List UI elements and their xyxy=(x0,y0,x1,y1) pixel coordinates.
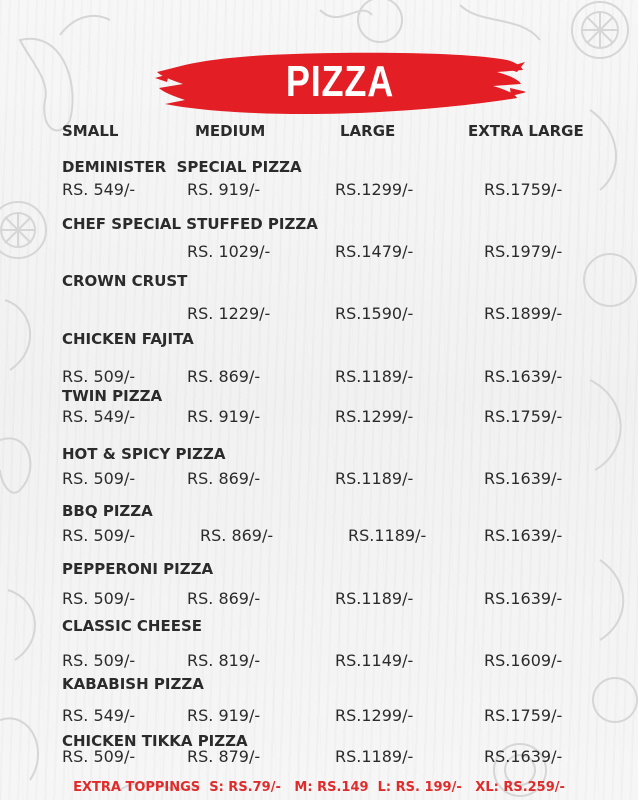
item-kababish-pizza: KABABISH PIZZA xyxy=(62,675,204,693)
item-bbq-pizza: BBQ PIZZA xyxy=(62,502,153,520)
price-medium: RS. 1029/- xyxy=(187,242,271,261)
price-large: RS.1299/- xyxy=(335,706,414,725)
page-title: PIZZA xyxy=(285,57,395,106)
price-small: RS. 549/- xyxy=(62,180,136,199)
price-medium: RS. 869/- xyxy=(187,367,261,386)
size-header-medium: MEDIUM xyxy=(195,122,266,140)
size-header-large: LARGE xyxy=(340,122,396,140)
item-classic-cheese: CLASSIC CHEESE xyxy=(62,617,203,635)
price-extra-large: RS.1639/- xyxy=(484,526,563,545)
price-large: RS.1149/- xyxy=(335,651,414,670)
price-medium: RS. 919/- xyxy=(187,180,261,199)
item-twin-pizza: TWIN PIZZA xyxy=(62,387,163,405)
price-medium: RS. 869/- xyxy=(200,526,274,545)
size-header-extra-large: EXTRA LARGE xyxy=(468,122,584,140)
price-small: RS. 509/- xyxy=(62,526,136,545)
price-extra-large: RS.1639/- xyxy=(484,469,563,488)
price-small: RS. 549/- xyxy=(62,706,136,725)
price-large: RS.1189/- xyxy=(335,589,414,608)
price-small: RS. 509/- xyxy=(62,469,136,488)
price-extra-large: RS.1979/- xyxy=(484,242,563,261)
price-large: RS.1189/- xyxy=(335,747,414,766)
price-large: RS.1479/- xyxy=(335,242,414,261)
price-extra-large: RS.1759/- xyxy=(484,706,563,725)
price-large: RS.1299/- xyxy=(335,407,414,426)
price-medium: RS. 879/- xyxy=(187,747,261,766)
item-deminister-special-pizza: DEMINISTER SPECIAL PIZZA xyxy=(62,158,302,176)
size-header-small: SMALL xyxy=(62,122,119,140)
item-chicken-tikka-pizza: CHICKEN TIKKA PIZZA xyxy=(62,732,248,750)
price-large: RS.1189/- xyxy=(335,469,414,488)
price-extra-large: RS.1639/- xyxy=(484,367,563,386)
price-large: RS.1299/- xyxy=(335,180,414,199)
price-large: RS.1590/- xyxy=(335,304,414,323)
price-extra-large: RS.1609/- xyxy=(484,651,563,670)
price-large: RS.1189/- xyxy=(335,367,414,386)
price-extra-large: RS.1899/- xyxy=(484,304,563,323)
item-chicken-fajita: CHICKEN FAJITA xyxy=(62,330,194,348)
price-medium: RS. 919/- xyxy=(187,407,261,426)
price-extra-large: RS.1759/- xyxy=(484,407,563,426)
price-small: RS. 509/- xyxy=(62,589,136,608)
price-small: RS. 509/- xyxy=(62,747,136,766)
price-small: RS. 509/- xyxy=(62,367,136,386)
extra-toppings-note: EXTRA TOPPINGS S: RS.79/- M: RS.149 L: RS. 199/- XL: RS.259/- xyxy=(73,780,565,795)
price-small: RS. 509/- xyxy=(62,651,136,670)
price-medium: RS. 919/- xyxy=(187,706,261,725)
price-extra-large: RS.1639/- xyxy=(484,589,563,608)
price-medium: RS. 1229/- xyxy=(187,304,271,323)
price-small: RS. 549/- xyxy=(62,407,136,426)
price-medium: RS. 869/- xyxy=(187,469,261,488)
item-crown-crust: CROWN CRUST xyxy=(62,272,188,290)
price-extra-large: RS.1639/- xyxy=(484,747,563,766)
price-medium: RS. 869/- xyxy=(187,589,261,608)
price-extra-large: RS.1759/- xyxy=(484,180,563,199)
item-chef-special-stuffed-pizza: CHEF SPECIAL STUFFED PIZZA xyxy=(62,215,318,233)
item-pepperoni-pizza: PEPPERONI PIZZA xyxy=(62,560,214,578)
item-hot-spicy-pizza: HOT & SPICY PIZZA xyxy=(62,445,226,463)
price-large: RS.1189/- xyxy=(348,526,427,545)
price-medium: RS. 819/- xyxy=(187,651,261,670)
